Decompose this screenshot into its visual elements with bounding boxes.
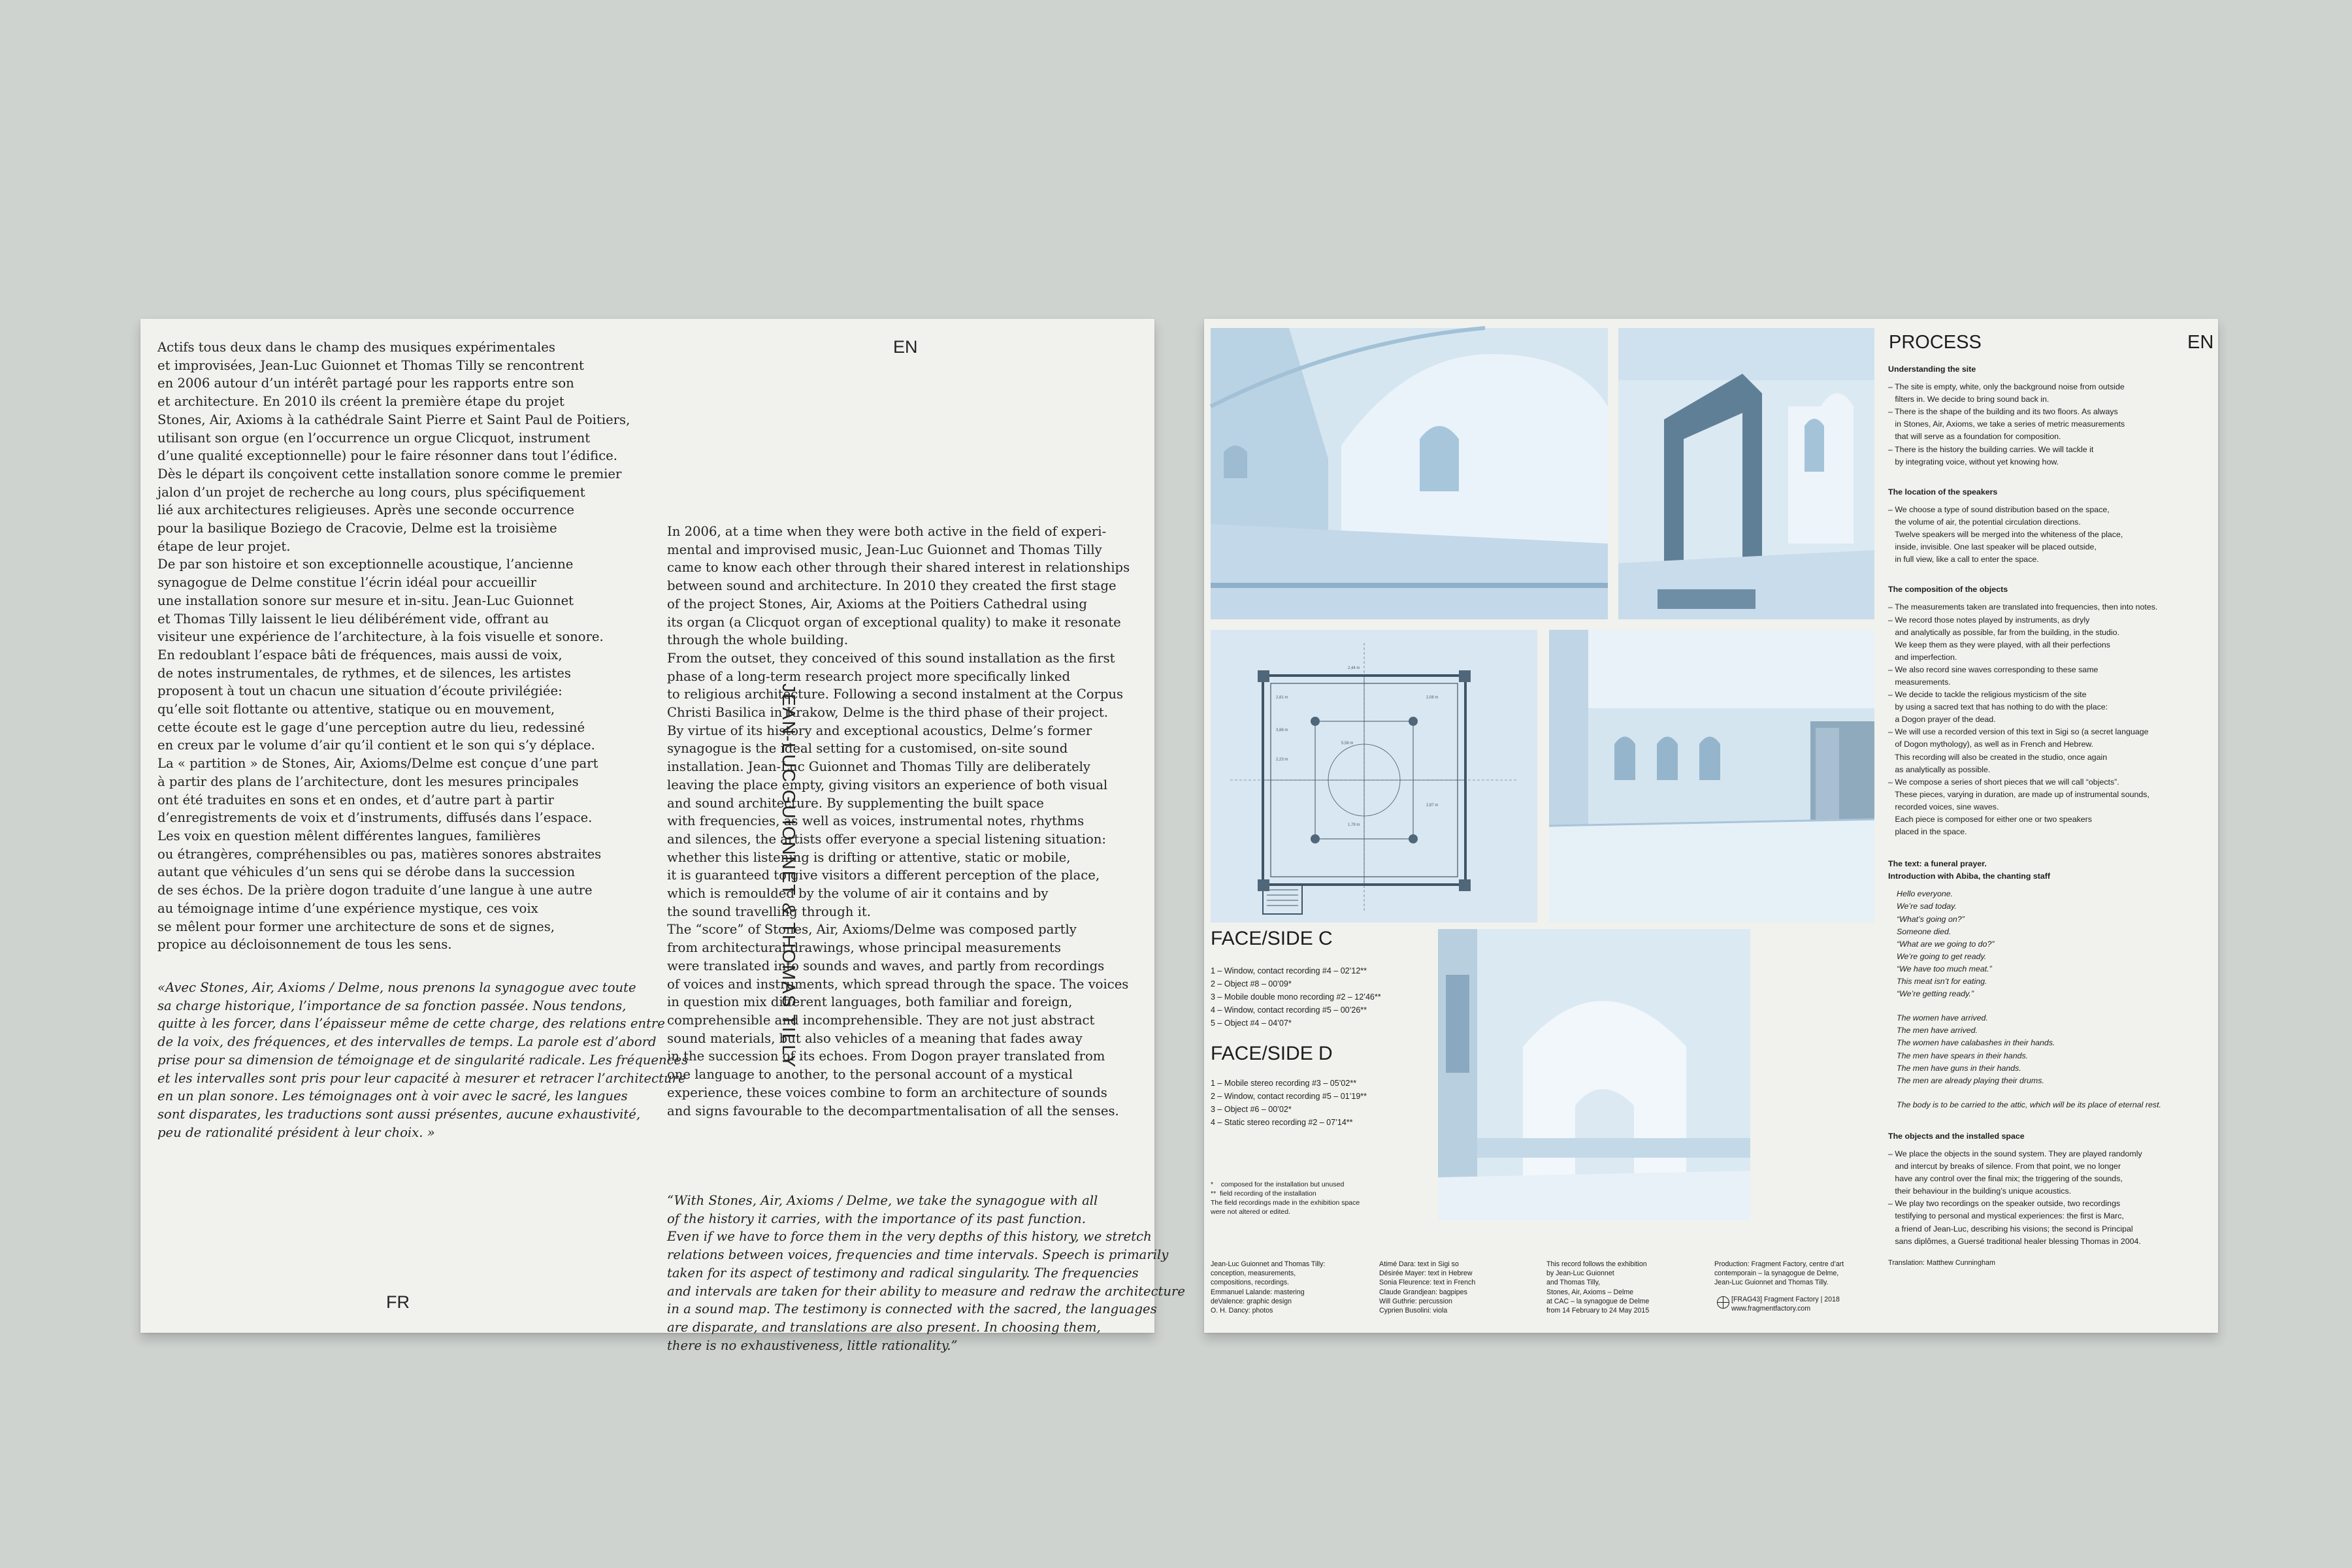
process-column — [1888, 363, 2202, 1269]
text-line: its organ (a Clicquot organ of exceptional quality) to make it resonate — [667, 614, 1121, 630]
text-line: au témoignage intime d’une expérience mystique, ces voix — [157, 900, 538, 916]
track-item: 3 – Object #6 – 00’02* — [1211, 1105, 1292, 1114]
text-line: in the succession of its echoes. From Dogon prayer translated from — [667, 1049, 1105, 1064]
text-line: By virtue of its history and exceptional acoustics, Delme’s former — [667, 723, 1092, 738]
process-item: Each piece is composed for either one or two speakers — [1888, 815, 2092, 824]
process-item: sans diplômes, a Guersé traditional healer blessing Thomas in 2004. — [1888, 1236, 2141, 1246]
photo-portal — [1618, 328, 1874, 619]
prayer-line: The body is to be carried to the attic, which will be its place of eternal rest. — [1897, 1100, 2161, 1109]
quote-line: there is no exhaustiveness, little rationality.” — [667, 1337, 958, 1353]
process-item: – We compose a series of short pieces that we will call “objects”. — [1888, 777, 2119, 787]
face-d-title: FACE/SIDE D — [1211, 1043, 1333, 1064]
en-label-right: EN — [2187, 332, 2214, 353]
text-line: leaving the place empty, giving visitors an experience of both visual — [667, 777, 1108, 792]
photo-upper-arches — [1438, 929, 1750, 1220]
track-item: 4 – Window, contact recording #5 – 00’26** — [1211, 1005, 1367, 1015]
process-item: – We record those notes played by instruments, as dryly — [1888, 615, 2090, 625]
prayer-line: “We’re getting ready.” — [1897, 989, 1974, 999]
text-line: the sound travelling through it. — [667, 904, 871, 919]
plan-dim-label: 2,23 m — [1276, 758, 1288, 762]
process-item: – The site is empty, white, only the background noise from outside — [1888, 382, 2125, 392]
en-label: EN — [893, 337, 918, 357]
credit-line: Will Guthrie: percussion — [1379, 1297, 1452, 1305]
prayer-line: The women have arrived. — [1897, 1013, 1988, 1023]
text-line: proposent à tout un chacun une situation d’écoute privilégiée: — [157, 683, 563, 699]
process-heading: Understanding the site — [1888, 365, 1976, 374]
credits-block-4 — [1714, 1260, 1884, 1288]
text-line: propice au décloisonnement de tous les sens. — [157, 937, 452, 953]
text-line: et architecture. En 2010 ils créent la première étape du projet — [157, 394, 564, 410]
credit-line: [FRAG43] Fragment Factory | 2018 — [1731, 1296, 1840, 1303]
face-c-title: FACE/SIDE C — [1211, 928, 1333, 949]
text-line: et Thomas Tilly laissent le lieu délibérément vide, offrant au — [157, 611, 549, 627]
text-line: utilisant son orgue (en l’occurrence un orgue Clicquot, instrument — [157, 430, 591, 446]
text-line: and silences, the artists offer everyone a special listening situation: — [667, 831, 1107, 847]
process-item: – We play two recordings on the speaker outside, two recordings — [1888, 1199, 2121, 1209]
credit-line: Production: Fragment Factory, centre d’art — [1714, 1260, 1844, 1268]
photo-hall-windows — [1549, 630, 1874, 923]
process-item: Twelve speakers will be merged into the whiteness of the place, — [1888, 530, 2123, 540]
text-line: of the project Stones, Air, Axioms at the Poitiers Cathedral using — [667, 596, 1087, 612]
quote-line: sa charge historique, l’importance de sa fonction passée. Nous tendons, — [157, 998, 627, 1013]
quote-line: en un plan sonore. Les témoignages ont à voir avec le sacré, les langues — [157, 1088, 628, 1104]
text-line: ont été traduites en sons et en ondes, et d’autre part à partir — [157, 792, 554, 808]
track-item: 4 – Static stereo recording #2 – 07’14** — [1211, 1118, 1353, 1127]
process-item: – We will use a recorded version of this text in Sigi so (a secret language — [1888, 727, 2149, 737]
floor-plan-drawing — [1211, 630, 1537, 923]
text-line: et improvisées, Jean-Luc Guionnet et Thomas Tilly se rencontrent — [157, 357, 584, 373]
text-line: La « partition » de Stones, Air, Axioms/Delme est conçue d’une part — [157, 756, 598, 772]
text-line: à partir des plans de l’architecture, dont les mesures principales — [157, 774, 579, 789]
credits-block-2 — [1379, 1260, 1536, 1315]
text-line: In 2006, at a time when they were both active in the field of experi- — [667, 524, 1107, 539]
credit-line: conception, measurements, — [1211, 1269, 1296, 1278]
plan-dim-label: 2,81 m — [1276, 696, 1288, 700]
text-line: whether this listening is drifting or attentive, static or mobile, — [667, 849, 1071, 865]
process-item: have any control over the final mix; the triggering of the sounds, — [1888, 1174, 2123, 1184]
text-line: which is remoulded by the volume of air it contains and by — [667, 886, 1049, 902]
credit-line: Désirée Mayer: text in Hebrew — [1379, 1269, 1473, 1278]
footnotes — [1211, 1180, 1433, 1217]
text-line: une installation sonore sur mesure et in-situ. Jean-Luc Guionnet — [157, 593, 574, 608]
quote-line: taken for its aspect of testimony and radical singularity. The frequencies — [667, 1265, 1139, 1281]
text-line: En redoublant l’espace bâti de fréquences, mais aussi de voix, — [157, 647, 563, 662]
process-item: – We also record sine waves corresponding to these same — [1888, 664, 2099, 674]
fr-label: FR — [386, 1292, 410, 1312]
note-line: ** field recording of the installation — [1211, 1190, 1316, 1198]
process-item: – We place the objects in the sound system. They are played randomly — [1888, 1149, 2142, 1158]
prayer-line: This meat isn’t for eating. — [1897, 977, 1987, 987]
note-line: The field recordings made in the exhibition space — [1211, 1199, 1360, 1207]
text-line: sound materials, but also vehicles of a meaning that fades away — [667, 1030, 1083, 1046]
left-panel — [140, 319, 1185, 1353]
process-item: and intercut by breaks of silence. From that point, we no longer — [1888, 1162, 2121, 1171]
text-line: jalon d’un projet de recherche au long cours, plus spécifiquement — [157, 484, 585, 500]
quote-line: relations between voices, frequencies and time intervals. Speech is primarily — [667, 1247, 1169, 1263]
text-line: in question mix different languages, both familiar and foreign, — [667, 994, 1073, 1010]
quote-line: de la voix, des fréquences, et des intervalles de temps. La parole est d’abord — [157, 1034, 657, 1050]
text-line: synagogue de Delme constitue l’écrin idéal pour accueillir — [157, 575, 536, 591]
right-panel — [1204, 319, 2218, 1333]
prayer-line: The men are already playing their drums. — [1897, 1075, 2044, 1085]
credit-line: and Thomas Tilly, — [1546, 1279, 1601, 1287]
french-text-column — [157, 338, 628, 954]
text-line: it is guaranteed to give visitors a different perception of the place, — [667, 868, 1100, 883]
process-item: This recording will also be created in the studio, once again — [1888, 752, 2108, 762]
quote-line: peu de rationalité président à leur choix. » — [157, 1124, 435, 1140]
track-item: 3 – Mobile double mono recording #2 – 12’46** — [1211, 992, 1381, 1002]
text-line: étape de leur projet. — [157, 538, 291, 554]
credit-line: www.fragmentfactory.com — [1731, 1305, 1811, 1313]
text-line: through the whole building. — [667, 632, 849, 648]
process-item: and analytically as possible, far from the building, in the studio. — [1888, 627, 2120, 637]
process-item: testifying to personal and mystical experiences: the first is Marc, — [1888, 1211, 2124, 1221]
process-heading: The objects and the installed space — [1888, 1131, 2025, 1141]
text-line: to religious architecture. Following a second instalment at the Corpus — [667, 687, 1124, 702]
credit-line: Jean-Luc Guionnet and Thomas Tilly: — [1211, 1260, 1326, 1268]
process-item: – We choose a type of sound distribution based on the space, — [1888, 504, 2110, 514]
credit-line: compositions, recordings. — [1211, 1279, 1290, 1287]
quote-line: sont disparates, les traductions sont aussi présentes, aucune exhaustivité, — [157, 1106, 641, 1122]
plan-dim-label: 5,58 m — [1341, 742, 1354, 745]
process-item: in full view, like a call to enter the space. — [1888, 555, 2039, 564]
track-item: 1 – Window, contact recording #4 – 02’12** — [1211, 966, 1367, 975]
quote-line: Even if we have to force them in the very depths of this history, we stretch — [667, 1229, 1152, 1245]
process-item: These pieces, varying in duration, are made up of instrumental sounds, — [1888, 789, 2149, 799]
process-item: – There is the shape of the building and its two floors. As always — [1888, 407, 2118, 417]
text-line: Les voix en question mêlent différentes langues, familières — [157, 828, 541, 843]
credit-line: contemporain – la synagogue de Delme, — [1714, 1269, 1839, 1278]
fragment-factory-logo-icon — [1717, 1296, 1729, 1309]
prayer-line: The men have guns in their hands. — [1897, 1063, 2021, 1073]
prayer-line: Someone died. — [1897, 926, 1952, 936]
process-item: – We decide to tackle the religious mysticism of the site — [1888, 690, 2087, 700]
vertical-title: JEAN-LUC GUIONNET & THOMAS TILLY — [779, 683, 799, 1069]
process-item: by using a sacred text that has nothing to do with the place: — [1888, 702, 2108, 712]
photo-interior-arches — [1211, 328, 1608, 619]
text-line: de ses échos. De la prière dogon traduite d’une langue à une autre — [157, 883, 593, 898]
prayer-line: We’re going to get ready. — [1897, 951, 1987, 961]
text-line: with frequencies, as well as voices, instrumental notes, rhythms — [667, 813, 1085, 829]
quote-line: “With Stones, Air, Axioms / Delme, we take the synagogue with all — [667, 1193, 1098, 1208]
text-line: installation. Jean-Luc Guionnet and Thomas Tilly are deliberately — [667, 759, 1091, 775]
credit-line: at CAC – la synagogue de Delme — [1546, 1297, 1650, 1305]
text-line: The “score” of Stones, Air, Axioms/Delme was composed partly — [667, 922, 1077, 938]
prayer-line: “What are we going to do?” — [1897, 939, 1995, 949]
text-line: en creux par le volume d’air qu’il contient et le son qui s’y déplace. — [157, 738, 595, 753]
credit-line: by Jean-Luc Guionnet — [1546, 1269, 1614, 1278]
credits-block-4b — [1714, 1295, 1901, 1313]
process-item: that will serve as a foundation for composition. — [1888, 432, 2061, 442]
text-line: ou étrangères, compréhensibles ou pas, matières sonores abstraites — [157, 846, 602, 862]
process-item: – The measurements taken are translated into frequencies, then into notes. — [1888, 602, 2158, 612]
prayer-line: The men have arrived. — [1897, 1026, 1978, 1036]
plan-dim-label: 3,88 m — [1276, 728, 1288, 732]
process-item: of Dogon mythology), as well as in French and Hebrew. — [1888, 740, 2094, 749]
process-item: by integrating voice, without yet knowing how. — [1888, 457, 2059, 466]
process-item: recorded voices, sine waves. — [1888, 802, 1999, 811]
text-line: Christi Basilica in Krakow, Delme is the third phase of their project. — [667, 705, 1108, 721]
quote-line: et les intervalles sont pris pour leur capacité à mesurer et retracer l’architecture — [157, 1070, 686, 1086]
quote-line: are disparate, and translations are also present. In choosing them, — [667, 1319, 1101, 1335]
prayer-line: The men have spears in their hands. — [1897, 1051, 2029, 1060]
text-line: d’enregistrements de voix et d’instruments, diffusés dans l’espace. — [157, 810, 593, 826]
process-item: and imperfection. — [1888, 652, 1957, 662]
credit-line: Atimé Dara: text in Sigi so — [1379, 1260, 1459, 1268]
text-line: visiteur une expérience de l’architecture, à la fois visuelle et sonore. — [157, 629, 604, 645]
process-title: PROCESS — [1889, 332, 1982, 353]
process-heading: The location of the speakers — [1888, 487, 1998, 497]
credit-line: Claude Grandjean: bagpipes — [1379, 1288, 1467, 1296]
quote-line: «Avec Stones, Air, Axioms / Delme, nous prenons la synagogue avec toute — [157, 980, 636, 995]
credit-line: Cyprien Busolini: viola — [1379, 1307, 1448, 1315]
credit-line: This record follows the exhibition — [1546, 1260, 1647, 1268]
process-item: We keep them as they were played, with all their perfections — [1888, 640, 2110, 649]
note-line: were not altered or edited. — [1211, 1208, 1290, 1216]
text-line: pour la basilique Boziego de Cracovie, Delme est la troisième — [157, 521, 557, 536]
prayer-line: The women have calabashes in their hands. — [1897, 1038, 2055, 1048]
text-line: De par son histoire et son exceptionnelle acoustique, l’ancienne — [157, 557, 574, 572]
process-heading: Introduction with Abiba, the chanting staff — [1888, 872, 2051, 881]
text-line: de notes instrumentales, de rythmes, et de silences, les artistes — [157, 665, 571, 681]
english-text-column — [667, 523, 1144, 1120]
plan-dim-label: 2,87 m — [1426, 804, 1439, 808]
text-line: autant que véhicules d’un sens qui se dérobe dans la succession — [157, 864, 576, 880]
process-item: placed in the space. — [1888, 827, 1967, 837]
credit-line: Emmanuel Lalande: mastering — [1211, 1288, 1305, 1296]
prayer-line: We’re sad today. — [1897, 902, 1957, 911]
credits-block-1 — [1211, 1260, 1367, 1315]
english-quote — [667, 1192, 1185, 1354]
process-item: in Stones, Air, Axioms, we take a series of metric measurements — [1888, 419, 2125, 429]
quote-line: in a sound map. The testimony is connected with the sacred, the languages — [667, 1301, 1157, 1317]
plan-dim-label: 2,08 m — [1426, 696, 1439, 700]
text-line: between sound and architecture. In 2010 they created the first stage — [667, 578, 1117, 594]
track-item: 2 – Object #8 – 00’09* — [1211, 979, 1292, 988]
text-line: Dès le départ ils conçoivent cette installation sonore comme le premier — [157, 466, 622, 482]
credit-line: Sonia Fleurence: text in French — [1379, 1279, 1476, 1287]
text-line: en 2006 autour d’un intérêt partagé pour les rapports entre son — [157, 376, 574, 391]
text-line: From the outset, they conceived of this sound installation as the first — [667, 650, 1115, 666]
process-item: a Dogon prayer of the dead. — [1888, 715, 1996, 725]
translation-credit: Translation: Matthew Cunningham — [1888, 1258, 1996, 1267]
process-item: their behaviour in the building’s unique acoustics. — [1888, 1186, 2072, 1196]
process-item: as analytically as possible. — [1888, 764, 1991, 774]
face-c-tracklist — [1211, 964, 1433, 1030]
prayer-line: “We have too much meat.” — [1897, 964, 1992, 973]
text-line: Stones, Air, Axioms à la cathédrale Saint Pierre et Saint Paul de Poitiers, — [157, 412, 630, 427]
note-line: * composed for the installation but unused — [1211, 1181, 1345, 1188]
text-line: were translated into sounds and waves, and partly from recordings — [667, 958, 1105, 973]
text-line: from architectural drawings, whose principal measurements — [667, 940, 1061, 956]
text-line: and sound architecture. By supplementing the built space — [667, 795, 1044, 811]
text-line: cette écoute est le gage d’une perception autre du lieu, redessiné — [157, 719, 585, 735]
text-line: lié aux architectures religieuses. Après une seconde occurrence — [157, 502, 574, 518]
quote-line: quitte à les forcer, dans l’épaisseur même de cette charge, des relations entre — [157, 1016, 665, 1032]
process-item: inside, invisible. One last speaker will be placed outside, — [1888, 542, 2097, 552]
text-line: mental and improvised music, Jean-Luc Guionnet and Thomas Tilly — [667, 542, 1102, 557]
plan-dim-label: 1,79 m — [1348, 823, 1360, 827]
process-item: filters in. We decide to bring sound back in. — [1888, 395, 2050, 404]
text-line: phase of a long-term research project more specifically linked — [667, 668, 1071, 684]
prayer-line: Hello everyone. — [1897, 889, 1953, 899]
text-line: experience, these voices combine to form an architecture of sounds — [667, 1085, 1107, 1100]
track-item: 5 – Object #4 – 04’07* — [1211, 1019, 1292, 1028]
prayer-line: “What’s going on?” — [1897, 914, 1965, 924]
plan-dim-label: 2,44 m — [1348, 666, 1360, 670]
process-item: measurements. — [1888, 677, 1951, 687]
process-heading: The composition of the objects — [1888, 585, 2008, 595]
text-line: one language to another, to the personal account of a mystical — [667, 1067, 1073, 1083]
text-line: came to know each other through their shared interest in relationships — [667, 560, 1130, 576]
track-item: 1 – Mobile stereo recording #3 – 05’02** — [1211, 1079, 1357, 1088]
credit-line: Jean-Luc Guionnet and Thomas Tilly. — [1714, 1279, 1829, 1287]
text-line: synagogue is the ideal setting for a customised, on-site sound — [667, 741, 1068, 757]
quote-line: and intervals are taken for their ability to measure and redraw the architecture — [667, 1283, 1185, 1299]
credit-line: Stones, Air, Axioms – Delme — [1546, 1288, 1634, 1296]
process-item: the volume of air, the potential circulation directions. — [1888, 517, 2081, 527]
track-item: 2 – Window, contact recording #5 – 01’19** — [1211, 1092, 1367, 1101]
text-line: of voices and instruments, which spread through the space. The voices — [667, 976, 1129, 992]
french-quote — [157, 979, 689, 1141]
process-item: a friend of Jean-Luc, describing his visions; the second is Principal — [1888, 1224, 2133, 1233]
credit-line: O. H. Dancy: photos — [1211, 1307, 1273, 1315]
text-line: qu’elle soit flottante ou attentive, statique ou en mouvement, — [157, 702, 555, 717]
text-line: Actifs tous deux dans le champ des musiques expérimentales — [157, 340, 555, 355]
text-line: comprehensible and incomprehensible. They are not just abstract — [667, 1012, 1095, 1028]
text-line: d’une qualité exceptionnelle) pour le faire résonner dans tout l’édifice. — [157, 448, 617, 464]
credits-block-3 — [1546, 1260, 1703, 1315]
text-line: and signs favourable to the decompartmentalisation of all the senses. — [667, 1103, 1119, 1119]
process-item: – There is the history the building carries. We will tackle it — [1888, 444, 2094, 454]
face-d-tracklist — [1211, 1077, 1433, 1129]
credit-line: deValence: graphic design — [1211, 1297, 1292, 1305]
text-line: se mêlent pour former une architecture de sons et de signes, — [157, 919, 555, 934]
quote-line: of the history it carries, with the importance of its past function. — [667, 1211, 1086, 1226]
credit-line: from 14 February to 24 May 2015 — [1546, 1307, 1650, 1315]
process-heading: The text: a funeral prayer. — [1888, 859, 1987, 869]
quote-line: prise pour sa dimension de témoignage et de singularité radicale. Les fréquences — [157, 1052, 689, 1068]
